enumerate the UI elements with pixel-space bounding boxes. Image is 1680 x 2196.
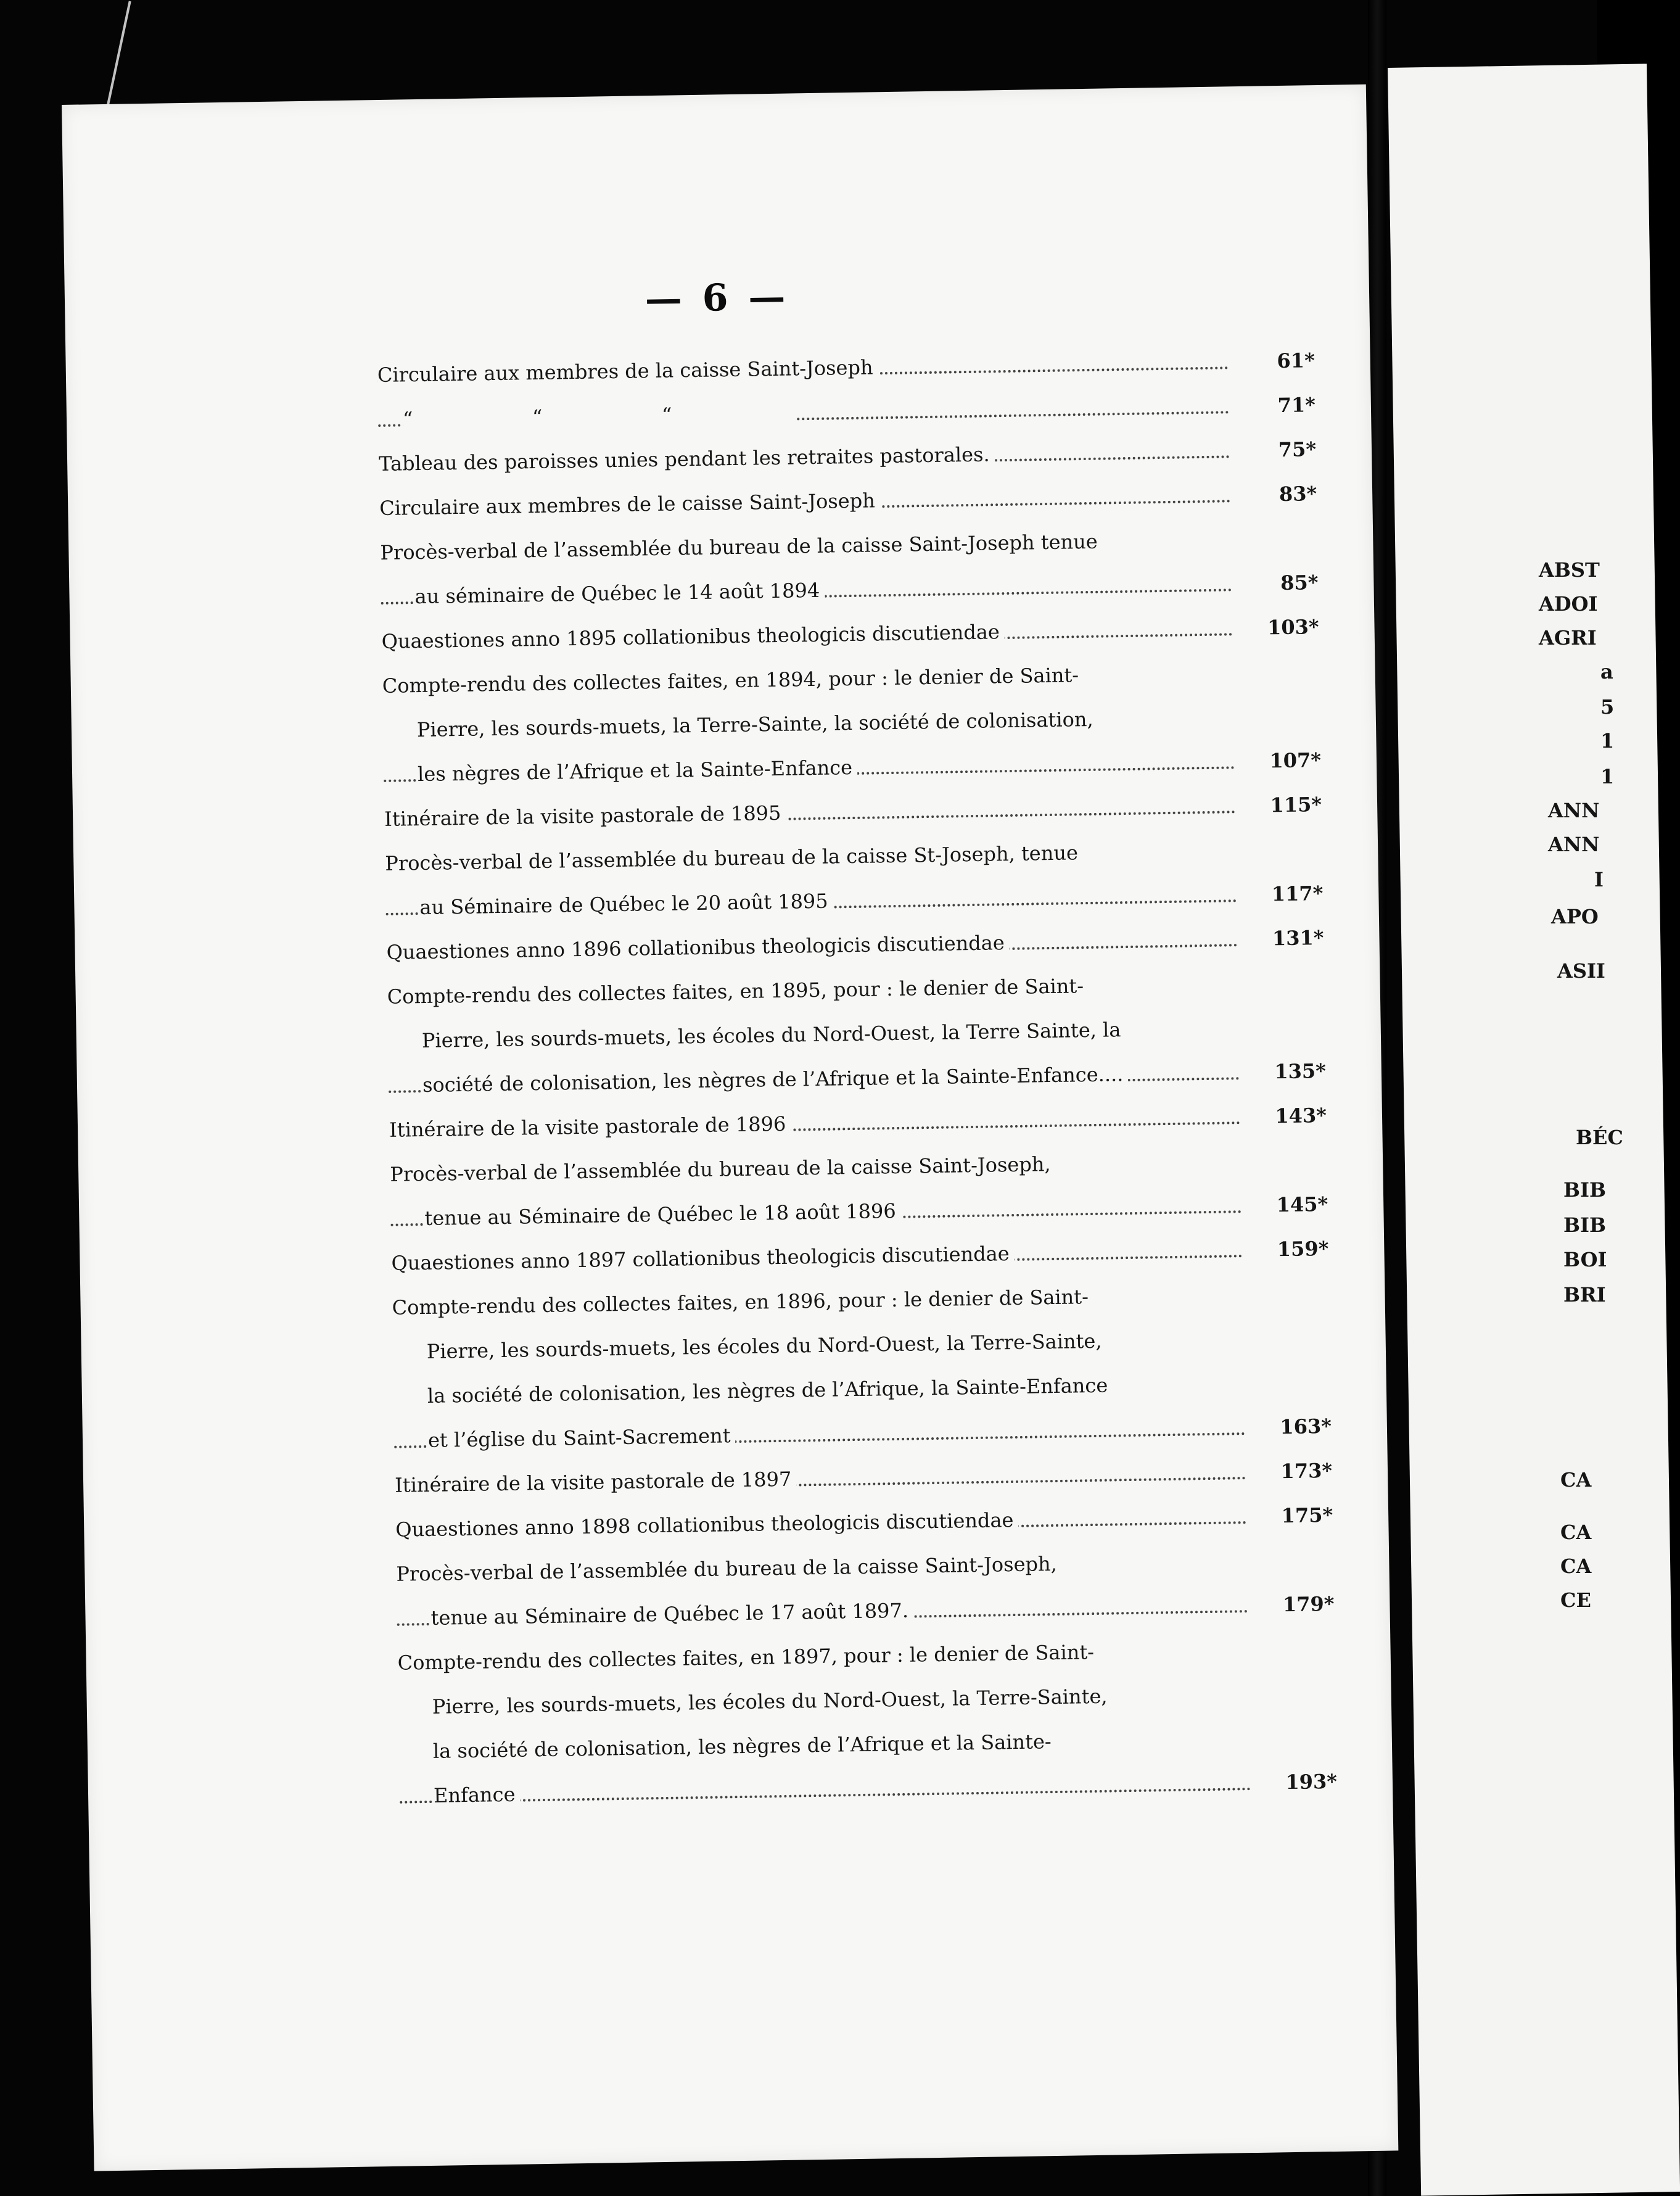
toc-entry-text: Pierre, les sourds-muets, la Terre-Sainte, la société de colonisation,: [417, 708, 1098, 741]
right-page-fragment: ANN: [1548, 833, 1600, 856]
toc-entry: [380, 516, 1319, 619]
right-page-fragment: CA: [1560, 1468, 1592, 1492]
toc-entry-text: et l’église du Saint-Sacrement: [428, 1424, 736, 1452]
right-page-fragment: BIB: [1563, 1178, 1607, 1202]
right-page-fragment: CA: [1560, 1554, 1592, 1578]
page-number: — 6 —: [644, 275, 789, 321]
scratch-mark: [105, 1, 131, 110]
right-page-fragment: a: [1600, 660, 1613, 683]
right-page-fragment: 1: [1600, 765, 1615, 788]
toc-entry-text: Quaestiones anno 1897 collationibus theologicis discutiendae: [391, 1242, 1015, 1275]
toc-entry: [387, 960, 1326, 1108]
toc-entry-text: les nègres de l’Afrique et la Sainte-Enfance: [418, 756, 858, 786]
toc-page-number: 145*: [1254, 1182, 1328, 1228]
toc-page-number: 61*: [1240, 338, 1315, 384]
toc-entry-text: Quaestiones anno 1898 collationibus theologicis discutiendae: [395, 1508, 1019, 1542]
right-page-fragment: BRI: [1563, 1283, 1606, 1306]
right-page-fragment: BÉC: [1576, 1126, 1623, 1149]
toc-entry-text: Compte-rendu des collectes faites, en 1894, pour : le denier de Saint-: [382, 663, 1084, 698]
toc-entry-text: Itinéraire de la visite pastorale de 1895: [384, 801, 786, 831]
toc-page-number: 179*: [1260, 1582, 1335, 1627]
toc-entry-text: la société de colonisation, les nègres de l’Afrique et la Sainte-: [433, 1730, 1056, 1763]
toc-page-number: 107*: [1246, 738, 1321, 783]
toc-page-number: 131*: [1250, 915, 1324, 961]
right-page-fragment: APO: [1551, 905, 1599, 928]
right-page-fragment: ASII: [1557, 959, 1605, 983]
toc-entry-text: Compte-rendu des collectes faites, en 1896, pour : le denier de Saint-: [392, 1285, 1093, 1319]
toc-entry-text: au Séminaire de Québec le 20 août 1895: [419, 890, 833, 920]
right-page-fragment: CA: [1560, 1521, 1592, 1544]
right-page-fragment: I: [1594, 868, 1604, 891]
toc-page-number: 115*: [1248, 782, 1322, 828]
right-page-fragment: 1: [1600, 729, 1615, 753]
toc-entry-text: la société de colonisation, les nègres de l’Afrique, la Sainte-Enfance: [427, 1373, 1113, 1407]
toc-entry-text: Compte-rendu des collectes faites, en 1897, pour : le denier de Saint-: [397, 1640, 1099, 1675]
toc-entry-text: Quaestiones anno 1895 collationibus theologicis discutiendae: [381, 620, 1005, 653]
toc-entry-text: Procès-verbal de l’assemblée du bureau de la caisse St-Joseph, tenue: [385, 841, 1083, 875]
toc-page-number: 159*: [1254, 1226, 1329, 1272]
right-page-fragment: ADOI: [1539, 592, 1598, 616]
toc-page-number: 85*: [1244, 560, 1319, 606]
right-page-fragment: ABST: [1539, 558, 1600, 582]
toc-entry-text: Procès-verbal de l’assemblée du bureau de la caisse Saint-Joseph tenue: [380, 530, 1103, 564]
toc-page-number: 135*: [1251, 1049, 1326, 1094]
toc-page-number: 175*: [1259, 1493, 1333, 1538]
toc-entry-text: [403, 401, 797, 431]
toc-entry-text: Itinéraire de la visite pastorale de 1897: [395, 1467, 797, 1497]
toc-page-number: 71*: [1241, 382, 1316, 428]
toc-entry-text: Compte-rendu des collectes faites, en 1895, pour : le denier de Saint-: [387, 974, 1089, 1009]
toc-entry-text: Circulaire aux membres de le caisse Saint-Joseph: [379, 489, 880, 520]
toc-page-number: 117*: [1249, 871, 1324, 917]
toc-entry-text: société de colonisation, les nègres de l’Afrique et la Sainte-Enfance....: [422, 1062, 1129, 1097]
right-page-fragment: AGRI: [1539, 626, 1597, 650]
toc-entry-text: Itinéraire de la visite pastorale de 1896: [389, 1112, 791, 1142]
toc-entry-text: Enfance: [434, 1783, 521, 1807]
toc-page-number: 163*: [1257, 1404, 1332, 1450]
toc-page-number: 103*: [1245, 605, 1319, 650]
toc-entry-text: Tableau des paroisses unies pendant les retraites pastorales.: [379, 442, 995, 476]
ditto-mark: “: [532, 405, 543, 429]
ditto-mark: “: [402, 407, 413, 431]
right-page-fragment: ANN: [1548, 799, 1600, 822]
toc-page-number: 173*: [1258, 1448, 1332, 1494]
toc-page-number: 83*: [1243, 471, 1317, 517]
toc-entry-text: Procès-verbal de l’assemblée du bureau de la caisse Saint-Joseph,: [396, 1552, 1062, 1586]
toc-page-number: 193*: [1262, 1759, 1337, 1805]
left-page: [62, 85, 1398, 2171]
toc-entry-text: tenue au Séminaire de Québec le 17 août 1897.: [430, 1599, 913, 1630]
right-page-fragment: BOI: [1563, 1248, 1607, 1271]
toc-entry-text: Quaestiones anno 1896 collationibus theologicis discutiendae: [386, 931, 1010, 964]
toc-entry: [390, 1137, 1328, 1241]
toc-entry-text: au séminaire de Québec le 14 août 1894: [414, 579, 825, 608]
toc-entry: [397, 1626, 1337, 1818]
toc-entry-text: Procès-verbal de l’assemblée du bureau de la caisse Saint-Joseph,: [390, 1152, 1056, 1186]
toc-entry-text: Circulaire aux membres de la caisse Saint-Joseph: [377, 355, 878, 387]
toc-entry-text: Pierre, les sourds-muets, les écoles du Nord-Ouest, la Terre-Sainte,: [427, 1329, 1107, 1363]
toc-entry-text: tenue au Séminaire de Québec le 18 août 1896: [424, 1199, 901, 1230]
toc-entry: [382, 649, 1321, 797]
toc-entry-text: Pierre, les sourds-muets, les écoles du Nord-Ouest, la Terre Sainte, la: [422, 1018, 1126, 1052]
toc-page-number: 143*: [1252, 1093, 1327, 1139]
toc-page-number: 75*: [1241, 427, 1316, 473]
ditto-mark: “: [661, 403, 672, 427]
toc-entry: [392, 1271, 1332, 1463]
toc-entry: [396, 1537, 1335, 1641]
right-page-fragment: CE: [1560, 1588, 1591, 1612]
right-page-fragment: BIB: [1563, 1213, 1607, 1237]
toc-entry-text: Pierre, les sourds-muets, les écoles du Nord-Ouest, la Terre-Sainte,: [432, 1685, 1113, 1719]
right-page-fragment: 5: [1600, 695, 1615, 719]
toc-entry: [385, 827, 1324, 930]
table-of-contents: [377, 338, 1337, 1818]
right-page: [1388, 64, 1680, 2195]
